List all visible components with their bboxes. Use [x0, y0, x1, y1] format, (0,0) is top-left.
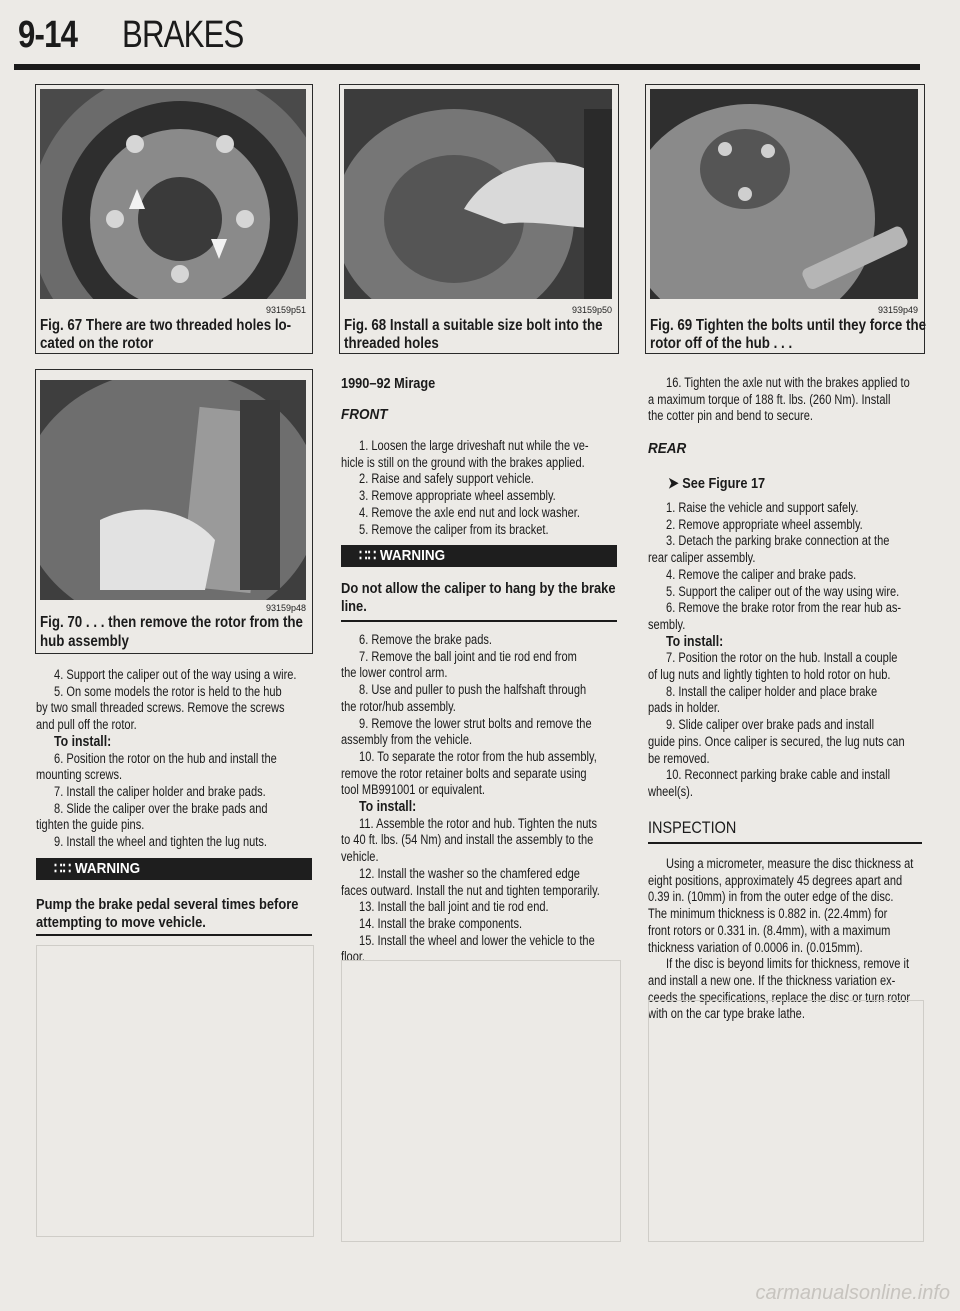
figure-67-caption-line2: cated on the rotor	[40, 335, 154, 352]
left-line: 9. Install the wheel and tighten the lug nuts.	[54, 834, 267, 850]
left-warning-text-line2: attempting to move vehicle.	[36, 914, 206, 931]
right-to-install: To install:	[666, 632, 724, 650]
middle-line: hicle is still on the ground with the brakes applied.	[341, 454, 585, 470]
figure-67	[35, 84, 313, 354]
figure-69-caption-line2: rotor off of the hub . . .	[650, 335, 793, 352]
middle-line: assembly from the vehicle.	[341, 732, 473, 748]
inspection-line: The minimum thickness is 0.882 in. (22.4mm) for	[648, 906, 888, 922]
watermark: carmanualsonline.info	[755, 1282, 950, 1304]
inspection-line: front rotors or 0.331 in. (8.4mm), with a maximum	[648, 922, 891, 938]
right-line: guide pins. Once caliper is secured, the lug nuts can	[648, 733, 905, 749]
bleed-through-frame-right	[648, 1000, 924, 1242]
right-line: 6. Remove the brake rotor from the rear hub as-	[666, 600, 902, 616]
right-line: 5. Support the caliper out of the way using wire.	[666, 583, 900, 599]
inspection-line: Using a micrometer, measure the disc thickness at	[666, 856, 914, 871]
middle-line: 6. Remove the brake pads.	[359, 632, 492, 647]
middle-line: remove the rotor retainer bolts and separate using	[341, 765, 587, 781]
figure-68-id: 93159p50	[571, 305, 612, 315]
figure-70	[35, 369, 313, 654]
middle-warning-label: ∷∷ WARNING	[359, 547, 446, 564]
middle-line: 1. Loosen the large driveshaft nut while the ve-	[359, 438, 589, 453]
middle-line: the rotor/hub assembly.	[341, 698, 456, 714]
inspection-rule	[648, 842, 922, 844]
right-line: wheel(s).	[648, 783, 693, 799]
right-line: 4. Remove the caliper and brake pads.	[666, 566, 857, 582]
bolt-install-photo-illustration	[344, 89, 612, 299]
middle-line: 14. Install the brake components.	[359, 915, 523, 931]
middle-line: 3. Remove appropriate wheel assembly.	[359, 488, 556, 504]
middle-line: vehicle.	[341, 849, 379, 865]
inspection-text	[648, 856, 913, 1023]
middle-line: 15. Install the wheel and lower the vehicle to the	[359, 932, 595, 948]
middle-column-text-1	[341, 438, 589, 538]
front-heading: FRONT	[341, 406, 388, 423]
inspection-line: thickness variation of 0.0006 in. (0.015mm).	[648, 939, 863, 955]
tighten-bolts-photo-illustration	[650, 89, 918, 299]
left-warning-text-line1: Pump the brake pedal several times before	[36, 896, 299, 913]
bleed-through-frame-left	[36, 945, 314, 1237]
right-line: 16. Tighten the axle nut with the brakes applied to	[666, 375, 910, 390]
section-number: 9-14	[18, 14, 78, 56]
inspection-line: 0.39 in. (10mm) in from the outer edge of the disc.	[648, 889, 894, 905]
see-figure-reference	[668, 474, 765, 492]
bleed-through-frame-middle	[341, 960, 621, 1242]
left-line: and pull off the rotor.	[36, 717, 137, 733]
middle-line: 4. Remove the axle end nut and lock washer.	[359, 504, 580, 520]
see-figure-text: See Figure 17	[682, 475, 766, 492]
left-warning-label: ∷∷ WARNING	[54, 860, 141, 877]
middle-line: 12. Install the washer so the chamfered edge	[359, 865, 580, 881]
inspection-line: ceeds the specifications, replace the disc or turn rotor	[648, 989, 911, 1005]
right-line: the cotter pin and bend to secure.	[648, 408, 813, 424]
middle-to-install: To install:	[359, 798, 417, 816]
middle-line: 13. Install the ball joint and tie rod end.	[359, 899, 549, 915]
figure-70-caption-line2: hub assembly	[40, 633, 129, 650]
left-line: 6. Position the rotor on the hub and install the	[54, 750, 277, 766]
remove-rotor-photo-illustration	[40, 380, 306, 600]
section-title: BRAKES	[122, 14, 244, 56]
left-line: mounting screws.	[36, 767, 123, 783]
right-column-text-2	[648, 500, 905, 801]
figure-70-id: 93159p48	[265, 603, 306, 613]
right-column-text-1	[648, 375, 910, 425]
middle-line: 9. Remove the lower strut bolts and remove the	[359, 715, 592, 731]
header-rule	[14, 64, 920, 70]
right-line: 2. Remove appropriate wheel assembly.	[666, 516, 863, 532]
middle-line: 10. To separate the rotor from the hub assembly,	[359, 748, 597, 764]
right-line: be removed.	[648, 750, 710, 766]
right-line: 8. Install the caliper holder and place brake	[666, 683, 878, 699]
right-line: sembly.	[648, 616, 686, 632]
left-to-install: To install:	[54, 732, 112, 750]
right-line: 9. Slide caliper over brake pads and install	[666, 717, 875, 733]
right-line: 1. Raise the vehicle and support safely.	[666, 500, 859, 515]
figure-67-photo	[40, 89, 306, 299]
right-line: 3. Detach the parking brake connection at the	[666, 533, 890, 549]
right-line: of lug nuts and lightly tighten to hold rotor on hub.	[648, 667, 891, 683]
figure-70-photo	[40, 380, 306, 600]
right-line: rear caliper assembly.	[648, 550, 756, 566]
left-warning-rule	[36, 934, 312, 936]
mirage-heading: 1990–92 Mirage	[341, 375, 436, 392]
left-column-text	[36, 667, 296, 851]
middle-line: floor.	[341, 949, 366, 965]
right-line: a maximum torque of 188 ft. lbs. (260 Nm). Install	[648, 391, 891, 407]
right-line: 7. Position the rotor on the hub. Install a couple	[666, 650, 898, 666]
figure-69-photo	[650, 89, 918, 299]
figure-67-caption-line1: Fig. 67 There are two threaded holes lo-	[40, 317, 292, 334]
left-line: 7. Install the caliper holder and brake pads.	[54, 783, 266, 799]
middle-line: tool MB991001 or equivalent.	[341, 782, 486, 798]
inspection-line: eight positions, approximately 45 degrees apart and	[648, 872, 903, 888]
left-warning-bar	[36, 858, 312, 880]
figure-69	[645, 84, 925, 354]
middle-warning-text-line2: line.	[341, 598, 367, 615]
rear-heading: REAR	[648, 440, 687, 457]
rotor-photo-illustration	[40, 89, 306, 299]
left-line: 5. On some models the rotor is held to the hub	[54, 683, 282, 699]
middle-line: 2. Raise and safely support vehicle.	[359, 471, 534, 487]
left-line: 4. Support the caliper out of the way using a wire.	[54, 667, 297, 682]
middle-warning-rule	[341, 620, 617, 622]
middle-column-text-2	[341, 632, 600, 966]
middle-line: the lower control arm.	[341, 665, 448, 681]
figure-68	[339, 84, 619, 354]
middle-line: 11. Assemble the rotor and hub. Tighten the nuts	[359, 815, 598, 831]
figure-68-caption-line1: Fig. 68 Install a suitable size bolt into the	[344, 317, 603, 334]
figure-69-id: 93159p49	[877, 305, 918, 315]
right-line: pads in holder.	[648, 700, 721, 716]
figure-70-caption-line1: Fig. 70 . . . then remove the rotor from the	[40, 614, 303, 631]
middle-warning-text-line1: Do not allow the caliper to hang by the brake	[341, 580, 616, 597]
inspection-heading: INSPECTION	[648, 818, 737, 837]
middle-line: 7. Remove the ball joint and tie rod end from	[359, 648, 577, 664]
left-line: by two small threaded screws. Remove the screws	[36, 700, 285, 716]
inspection-line: with on the car type brake lathe.	[648, 1006, 805, 1022]
figure-68-photo	[344, 89, 612, 299]
left-line: 8. Slide the caliper over the brake pads and	[54, 800, 268, 816]
middle-line: faces outward. Install the nut and tighten temporarily.	[341, 882, 600, 898]
pointer-icon: ➤	[668, 475, 683, 492]
figure-69-caption-line1: Fig. 69 Tighten the bolts until they force the	[650, 317, 927, 334]
right-line: 10. Reconnect parking brake cable and install	[666, 767, 891, 783]
middle-line: 5. Remove the caliper from its bracket.	[359, 521, 549, 537]
middle-warning-bar	[341, 545, 617, 567]
left-line: tighten the guide pins.	[36, 817, 145, 833]
figure-68-caption-line2: threaded holes	[344, 335, 439, 352]
inspection-line: If the disc is beyond limits for thickness, remove it	[666, 956, 910, 972]
figure-67-id: 93159p51	[265, 305, 306, 315]
middle-line: to 40 ft. lbs. (54 Nm) and install the assembly to the	[341, 832, 594, 848]
inspection-line: and install a new one. If the thickness variation ex-	[648, 972, 896, 988]
middle-line: 8. Use and puller to push the halfshaft through	[359, 682, 587, 698]
